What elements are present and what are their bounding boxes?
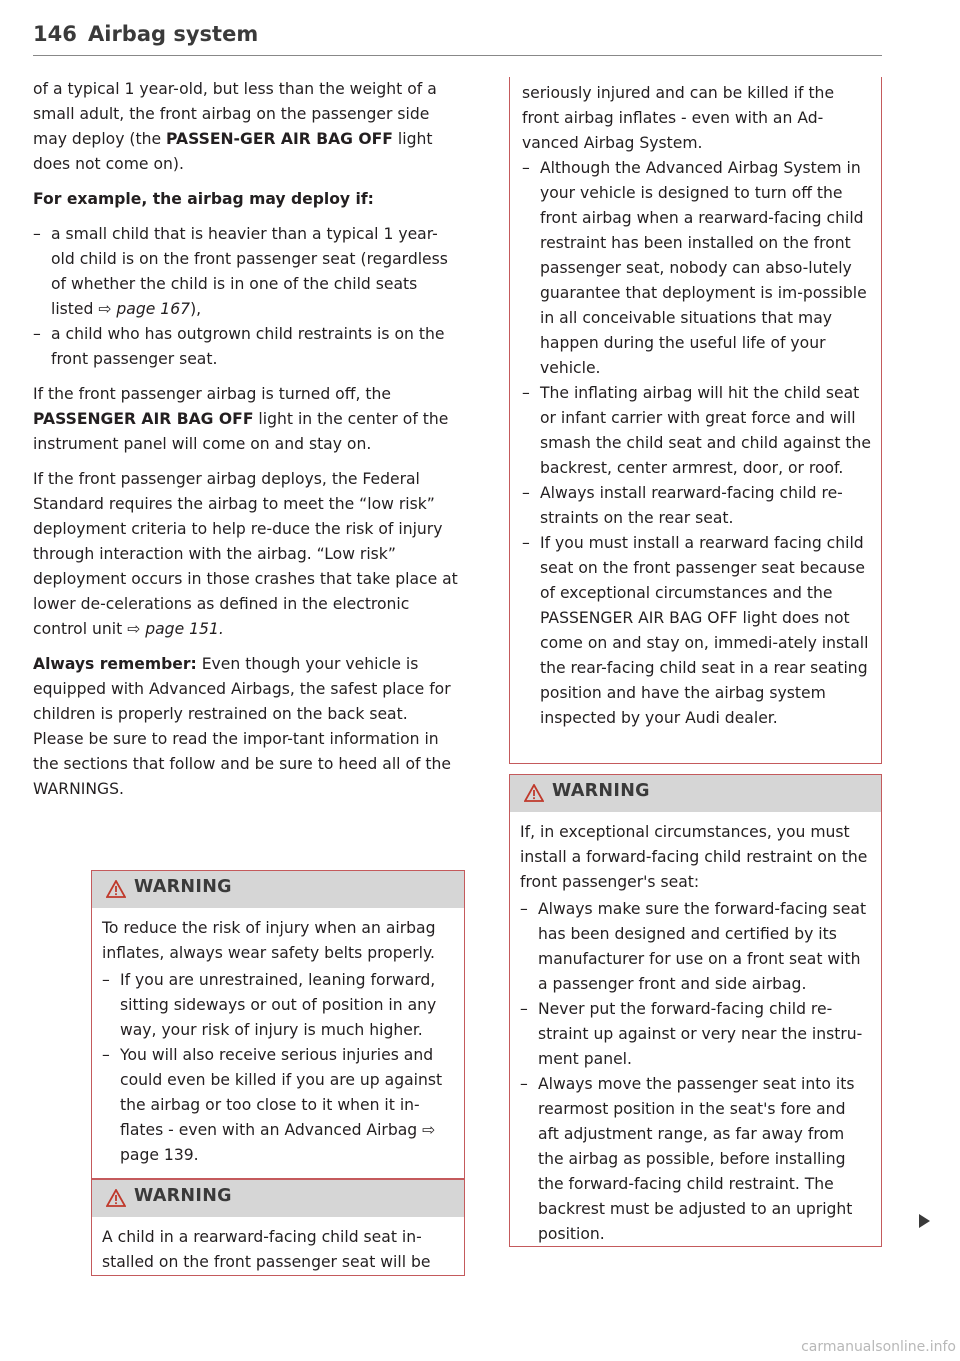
- text-run: ),: [190, 300, 202, 318]
- list-item: – If you are unrestrained, leaning forward, sitting sideways or out of position in any way, your risk of injury is much higher.: [102, 968, 454, 1043]
- page-reference-link[interactable]: ⇨ page 139.: [120, 1121, 436, 1164]
- text-run: light does not come on and stay on, immedi-ately install the rear-facing child seat in a rear seating position and have the airbag system inspected by your Audi dealer.: [540, 609, 869, 727]
- warning-list: [102, 968, 454, 1168]
- indicator-label: PASSENGER AIR BAG OFF: [540, 609, 738, 627]
- page-number: 146: [33, 22, 77, 46]
- list-item: [102, 1043, 454, 1168]
- warning-text: To reduce the risk of injury when an airbag inflates, always wear safety belts properly.: [102, 919, 436, 962]
- list-item: – Always install rearward-facing child re-straints on the rear seat.: [522, 481, 871, 531]
- indicator-label: PASSENGER AIR BAG OFF: [33, 410, 254, 428]
- indicator-label: PASSEN-GER AIR BAG OFF: [166, 130, 393, 148]
- example-heading: For example, the airbag may deploy if:: [33, 190, 374, 208]
- page-header: [33, 22, 882, 56]
- text-run: light does not come on).: [33, 130, 433, 173]
- warning-triangle-icon: [524, 784, 544, 802]
- warning-triangle-icon: [106, 1189, 126, 1207]
- warning-box: [91, 870, 465, 1179]
- text-run: If the front passenger airbag is turned off, the: [33, 385, 391, 403]
- paragraph-intro: [33, 77, 461, 177]
- warning-text: If, in exceptional circumstances, you must install a forward-facing child restraint on the front passenger's seat:: [520, 823, 868, 891]
- warning-text: seriously injured and can be killed if the front airbag inflates - even with an Ad-vanced Airbag System.: [522, 84, 835, 152]
- page-reference-link[interactable]: ⇨ page 167: [98, 300, 191, 318]
- section-title: Airbag system: [88, 22, 259, 46]
- warning-list: [522, 156, 871, 731]
- left-column: [33, 77, 461, 812]
- list-item: – Although the Advanced Airbag System in your vehicle is designed to turn off the front airbag when a rearward-facing child restraint has been installed on the front passenger seat, nobody can abso-lutely guarantee that deployment is im-possible in all conceivable situations that may happen during the useful life of your vehicle.: [522, 156, 871, 381]
- text-run: If you must install a rearward facing child seat on the front passenger seat because of exceptional circumstances and the: [540, 534, 865, 602]
- warning-header: [510, 775, 881, 812]
- warning-label: WARNING: [134, 877, 232, 897]
- paragraph: [33, 467, 461, 642]
- list-item: – Always move the passenger seat into its rearmost position in the seat's fore and aft adjustment range, as far away from the airbag as possible, before installing the forward-facing child restraint. The backrest must be adjusted to an upright position.: [520, 1072, 871, 1247]
- watermark: carmanualsonline.info: [801, 1339, 956, 1355]
- header-rule: [33, 55, 882, 56]
- continue-arrow-icon: [919, 1214, 930, 1228]
- warning-text: A child in a rearward-facing child seat in-stalled on the front passenger seat will be: [102, 1228, 431, 1271]
- list-item: – a child who has outgrown child restraints is on the front passenger seat.: [33, 322, 461, 372]
- text-run: a small child that is heavier than a typical 1 year-old child is on the front passenger seat (regardless of whether the child is in one of the child seats listed: [51, 225, 448, 318]
- warning-box: [509, 774, 882, 1247]
- warning-header: [92, 1180, 464, 1217]
- list-item: – Always make sure the forward-facing seat has been designed and certified by its manufacturer for use on a front seat with a passenger front and side airbag.: [520, 897, 871, 997]
- paragraph: [33, 382, 461, 457]
- text-run: of a typical 1 year-old, but less than the weight of a small adult, the front airbag on the passenger side may deploy (the: [33, 80, 437, 148]
- emphasis-label: Always remember:: [33, 655, 197, 673]
- warning-continuation-box: [509, 77, 882, 764]
- text-run: You will also receive serious injuries and could even be killed if you are up against the airbag or too close to it when it in-flates - even with an Advanced Airbag: [120, 1046, 443, 1139]
- warning-label: WARNING: [134, 1186, 232, 1206]
- text-run: If the front passenger airbag deploys, the Federal Standard requires the airbag to meet the “low risk” deployment criteria to help re-duce the risk of injury through interaction with the airbag. “Low risk” deployment occurs in those crashes that take place at lower de-celerations as defined in the electronic control unit: [33, 470, 458, 638]
- paragraph: [33, 652, 461, 802]
- warning-header: [92, 871, 464, 908]
- list-item: – The inflating airbag will hit the child seat or infant carrier with great force and will smash the child seat and child against the backrest, center armrest, door, or roof.: [522, 381, 871, 481]
- warning-triangle-icon: [106, 880, 126, 898]
- page-reference-link[interactable]: ⇨ page 151.: [127, 620, 224, 638]
- warning-box: [91, 1179, 465, 1276]
- list-item: – Never put the forward-facing child re-straint up against or very near the instru-ment panel.: [520, 997, 871, 1072]
- warning-body: [92, 1217, 464, 1287]
- list-item: [522, 531, 871, 731]
- warning-body: [510, 812, 881, 1257]
- example-list: [33, 222, 461, 372]
- text-run: Even though your vehicle is equipped with Advanced Airbags, the safest place for children is properly restrained on the back seat. Please be sure to read the impor-tant information in the sections that follow and be sure to heed all of the WARNINGS.: [33, 655, 452, 798]
- list-item: [33, 222, 461, 322]
- warning-list: [520, 897, 871, 1247]
- warning-body: [510, 77, 881, 741]
- warning-body: [92, 908, 464, 1178]
- warning-label: WARNING: [552, 781, 650, 801]
- text-run: light in the center of the instrument panel will come on and stay on.: [33, 410, 449, 453]
